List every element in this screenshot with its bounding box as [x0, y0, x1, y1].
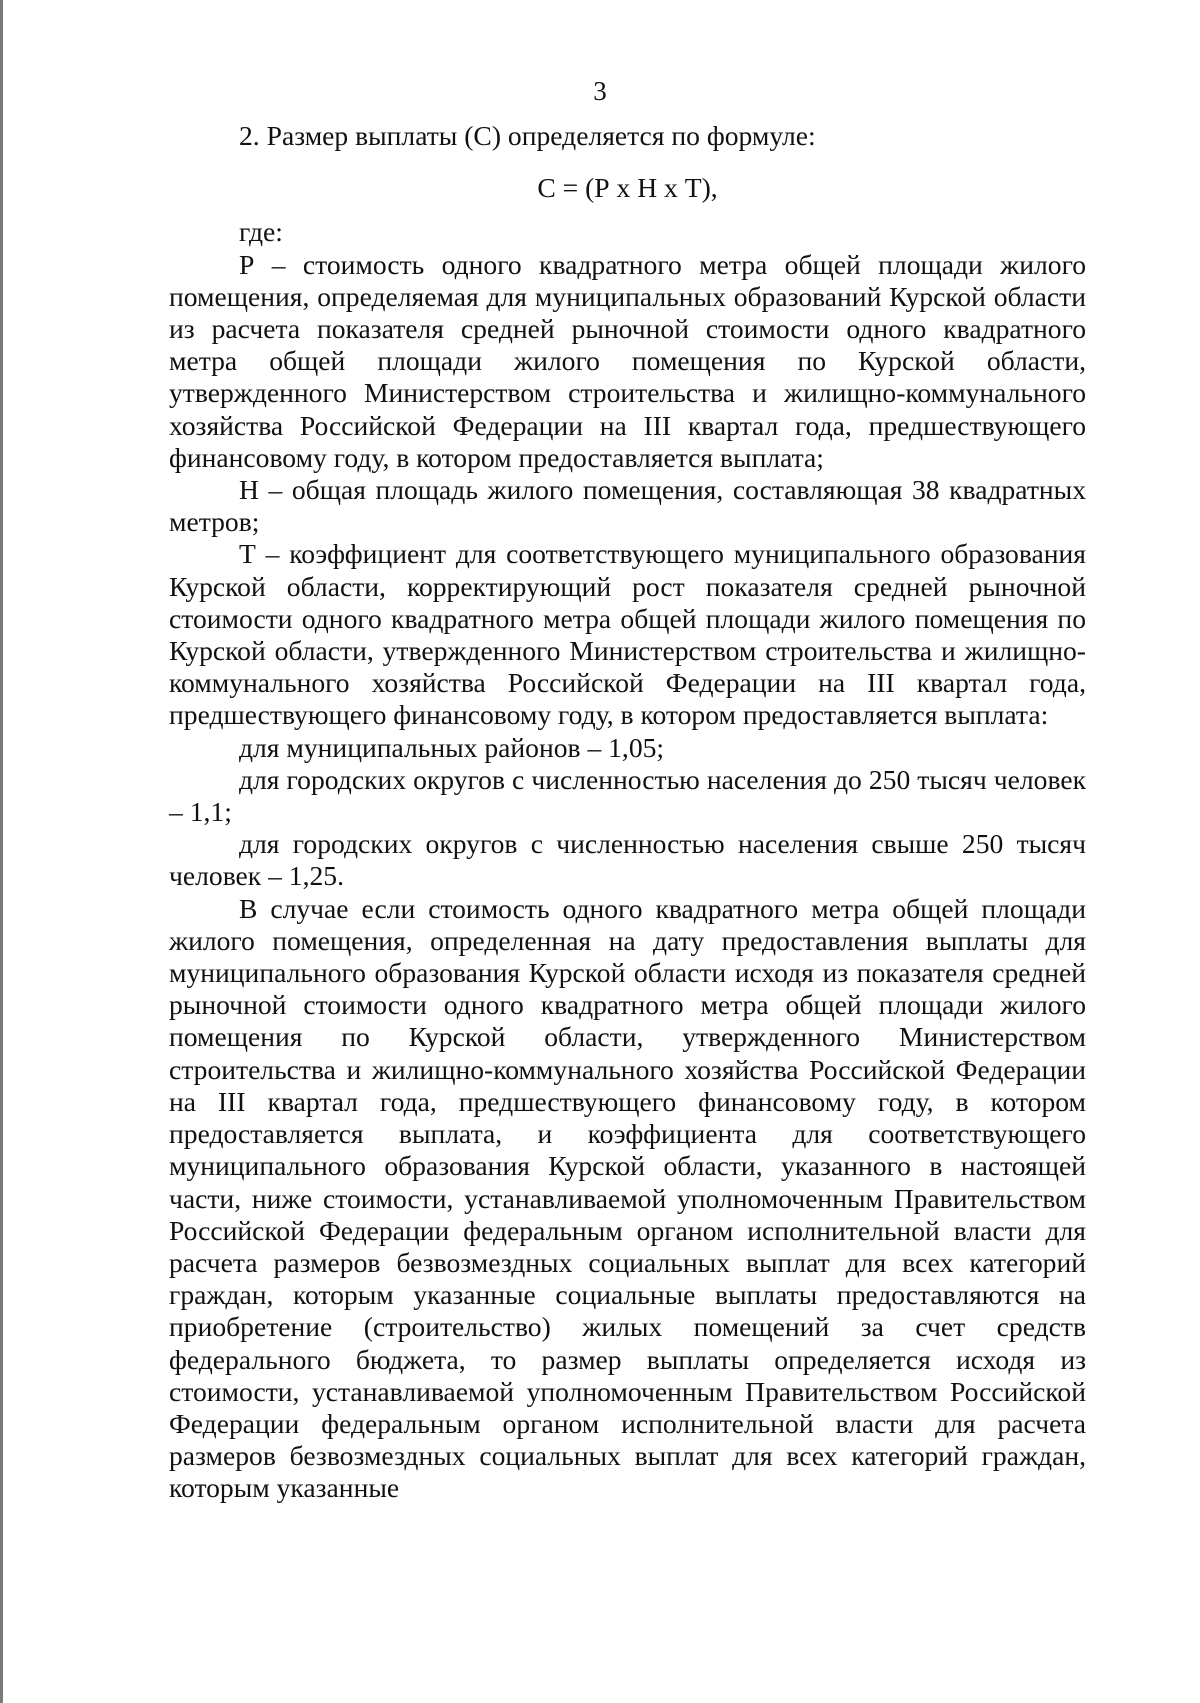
paragraph-districts-coefficient: для муниципальных районов – 1,05; — [239, 731, 665, 763]
paragraph-payment-size: 2. Размер выплаты (С) определяется по формуле: — [239, 120, 816, 151]
paragraph-where: где: — [239, 216, 283, 248]
page-number: 3 — [593, 76, 607, 106]
paragraph-large-city-coefficient: для городских округов с численностью населения свыше 250 тысяч человек – 1,25. — [169, 828, 1086, 892]
scan-edge — [0, 0, 3, 1703]
paragraph-t-definition: Т – коэффициент для соответствующего муниципального образования Курской области, корректирующий рост показателя средней рыночной стоимости одного квадратного метра общей площади жилого помещения по Курской области, утвержденного Министерством строительства и жилищно-коммунального хозяйства Российской Федерации на III квартал года, предшествующего финансовому году, в котором предоставляется выплата: — [169, 538, 1086, 731]
paragraph-small-city-coefficient: для городских округов с численностью населения до 250 тысяч человек – 1,1; — [169, 763, 1086, 828]
document-body — [169, 120, 1086, 1505]
payment-formula: С = (Р х Н х Т), — [537, 172, 718, 204]
paragraph-h-definition: Н – общая площадь жилого помещения, составляющая 38 квадратных метров; — [169, 474, 1086, 538]
paragraph-p-definition: Р – стоимость одного квадратного метра общей площади жилого помещения, определяемая для муниципальных образований Курской области из расчета показателя средней рыночной стоимости одного квадратного метра общей площади жилого помещения по Курской области, утвержденного Министерством строительства и жилищно-коммунального хозяйства Российской Федерации на III квартал года, предшествующего финансовому году, в котором предоставляется выплата; — [169, 248, 1086, 473]
paragraph-cost-condition: В случае если стоимость одного квадратного метра общей площади жилого помещения, определенная на дату предоставления выплаты для муниципального образования Курской области исходя из показателя средней рыночной стоимости одного квадратного метра общей площади жилого помещения по Курской области, утвержденного Министерством строительства и жилищно-коммунального хозяйства Российской Федерации на III квартал года, предшествующего финансовому году, в котором предоставляется выплата, и коэффициента для соответствующего муниципального образования Курской области, указанного в настоящей части, ниже стоимости, устанавливаемой уполномоченным Правительством Российской Федерации федеральным органом исполнительной власти для расчета размеров безвозмездных социальных выплат для всех категорий граждан, которым указанные социальные выплаты предоставляются на приобретение (строительство) жилых помещений за счет средств федерального бюджета, то размер выплаты определяется исходя из стоимости, устанавливаемой уполномоченным Правительством Российской Федерации федеральным органом исполнительной власти для расчета размеров безвозмездных социальных выплат для всех категорий граждан, которым указанные — [169, 892, 1086, 1504]
